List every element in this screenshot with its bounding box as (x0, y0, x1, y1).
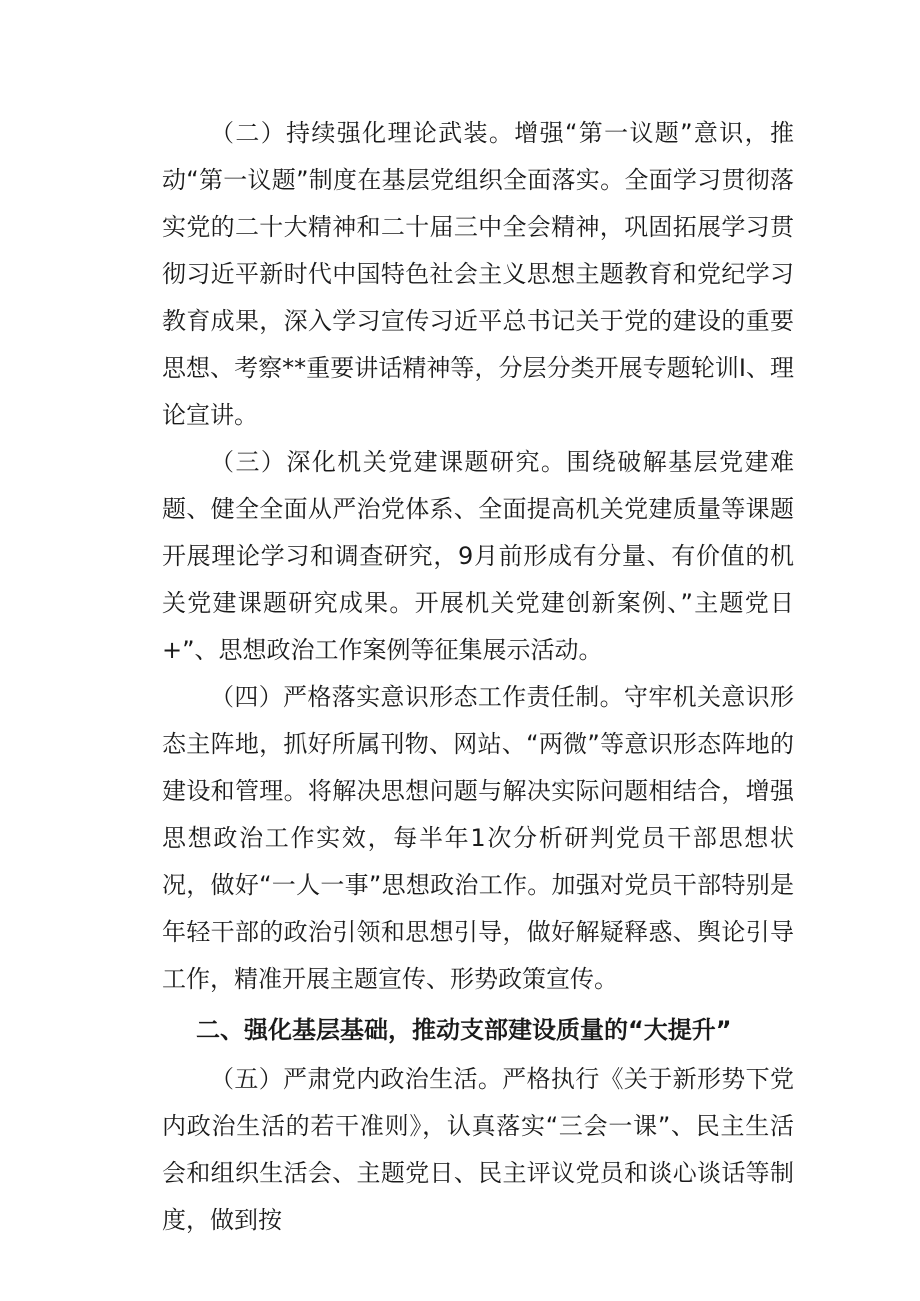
paragraph-ideology-responsibility: （四）严格落实意识形态工作责任制。守牢机关意识形态主阵地，抓好所属刊物、网站、“两微”等意识形态阵地的建设和管理。将解决思想问题与解决实际问题相结合，增强思想政治工作实效，每半年1次分析研判党员干部思想状况，做好“一人一事”思想政治工作。加强对党员干部特别是年轻干部的政治引领和思想引导，做好解疑释惑、舆论引导工作，精准开展主题宣传、形势政策宣传。 (162, 683, 794, 993)
paragraph-theory-study: （二）持续强化理论武装。增强“第一议题”意识，推动“第一议题”制度在基层党组织全面落实。全面学习贯彻落实党的二十大精神和二十届三中全会精神，巩固拓展学习贯彻习近平新时代中国特色社会主义思想主题教育和党纪学习教育成果，深入学习宣传习近平总书记关于党的建设的重要思想、考察**重要讲话精神等，分层分类开展专题轮训I、理论宣讲。 (162, 119, 794, 429)
paragraph-party-political-life: （五）严肃党内政治生活。严格执行《关于新形势下党内政治生活的若干准则》，认真落实“三会一课”、民主生活会和组织生活会、主题党日、民主评议党员和谈心谈话等制度，做到按 (162, 1065, 794, 1234)
section-heading-grassroots: 二、强化基层基础，推动支部建设质量的“大提升” (196, 1016, 732, 1044)
paragraph-research-topics: （三）深化机关党建课题研究。围绕破解基层党建难题、健全全面从严治党体系、全面提高机关党建质量等课题开展理论学习和调查研究，9月前形成有分量、有价值的机关党建课题研究成果。开展机关党建创新案例、”主题党日+”、思想政治工作案例等征集展示活动。 (162, 448, 794, 664)
document-body (162, 110, 794, 1244)
